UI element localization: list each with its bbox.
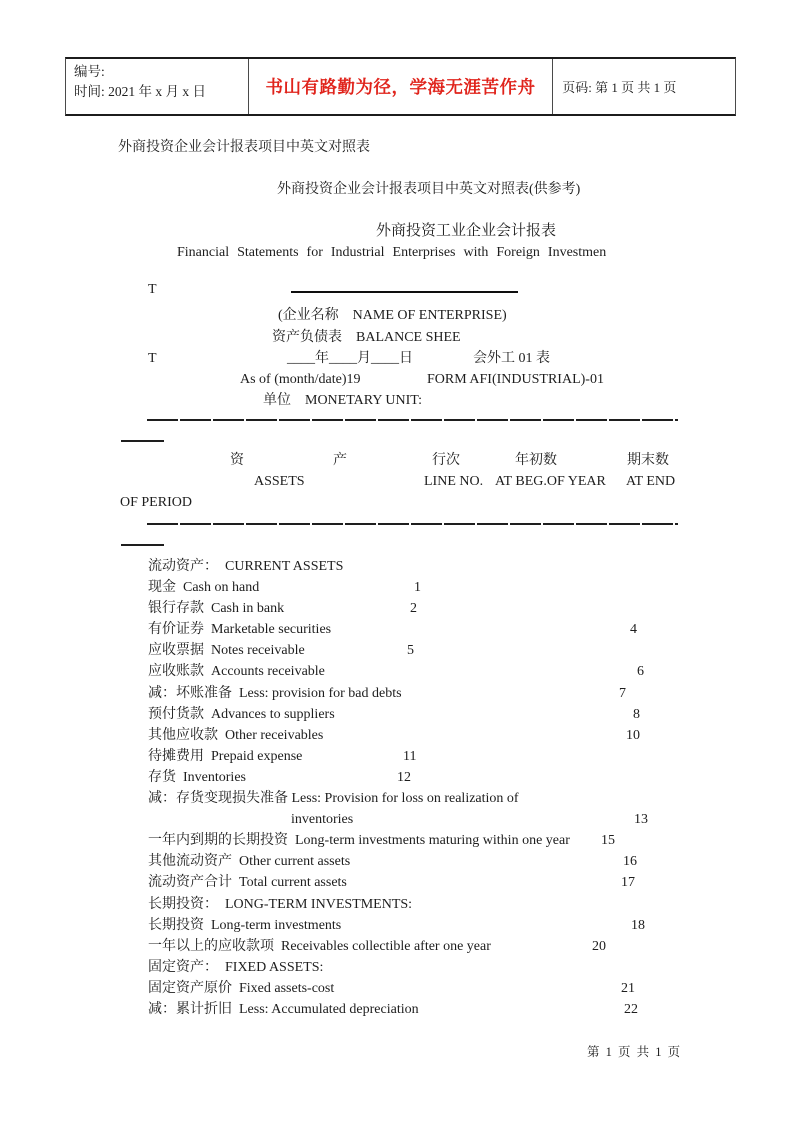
report-title-en: Financial Statements for Industrial Enterprises with Foreign Investmen (177, 245, 607, 260)
asset-row-list (148, 556, 708, 1020)
divider-dashed-line (147, 419, 678, 421)
table-row (148, 957, 708, 978)
row-line-number: 18 (631, 917, 645, 933)
table-row (148, 598, 708, 619)
date-blank-line: ____年____月____日 (287, 351, 413, 366)
row-label: 存货 Inventories (148, 769, 246, 785)
row-line-number: 16 (623, 854, 637, 870)
table-row (148, 619, 708, 640)
table-row (148, 830, 708, 851)
table-row (148, 725, 708, 746)
as-of-date-label: As of (month/date)19 (240, 372, 361, 387)
row-label: 长期投资 Long-term investments (148, 917, 342, 933)
col-header-line-zh: 行次 (432, 453, 460, 468)
row-label: 减：坏账准备 Less: provision for bad debts (148, 685, 402, 701)
divider-dashed-line (147, 523, 678, 525)
row-line-number: 20 (592, 938, 606, 954)
page-number-label: 页码: 第 1 页 共 1 页 (562, 80, 677, 95)
row-label: 一年以上的应收款项 Receivables collectible after one year (148, 938, 491, 954)
row-line-number: 21 (621, 980, 635, 996)
header-middle-cell (248, 59, 553, 114)
document-subtitle: 外商投资企业会计报表项目中英文对照表(供参考) (277, 182, 581, 197)
row-label: 流动资产： CURRENT ASSETS (148, 559, 344, 574)
table-row (148, 683, 708, 704)
report-title-en-wrap: T (148, 282, 157, 297)
table-row (148, 746, 708, 767)
row-label: 减：存货变现损失准备 Less: Provision for loss on realization of (148, 791, 519, 807)
row-label: 流动资产合计 Total current assets (148, 875, 347, 891)
row-line-number: 10 (626, 727, 640, 743)
row-line-number: 1 (414, 580, 421, 596)
table-row (148, 788, 708, 809)
table-row (148, 894, 708, 915)
date-label: 时间: 2021 年 x 月 x 日 (74, 84, 207, 100)
motto-text: 书山有路勤为径，学海无涯苦作舟 (265, 77, 536, 97)
monetary-unit-label: 单位 MONETARY UNIT: (263, 393, 423, 408)
balance-sheet-title: 资产负债表 BALANCE SHEE (272, 330, 461, 345)
table-row (148, 556, 708, 577)
table-row (148, 978, 708, 999)
divider-dashed-line-wrap (121, 440, 164, 442)
form-number-en: FORM AFI(INDUSTRIAL)-01 (427, 372, 604, 387)
col-header-asset-zh-2: 产 (333, 453, 347, 468)
header-left-cell (66, 59, 248, 114)
row-line-number: 15 (601, 833, 615, 849)
header-right-cell (552, 59, 735, 114)
table-row (148, 640, 708, 661)
row-line-number: 13 (634, 812, 648, 828)
report-title-zh: 外商投资工业企业会计报表 (376, 223, 557, 239)
row-line-number: 17 (621, 875, 635, 891)
balance-sheet-title-wrap: T (148, 351, 157, 366)
row-label: 长期投资： LONG-TERM INVESTMENTS: (148, 896, 413, 912)
row-line-number: 6 (637, 664, 644, 680)
col-header-beginning-en: AT BEG.OF YEAR (495, 474, 606, 489)
row-line-number: 4 (630, 622, 637, 638)
row-line-number: 5 (407, 643, 414, 659)
enterprise-name-label: (企业名称 NAME OF ENTERPRISE) (278, 308, 507, 323)
table-row (148, 999, 708, 1020)
enterprise-name-blank-line (291, 291, 518, 293)
row-label: 银行存款 Cash in bank (148, 601, 285, 617)
col-header-end-en-wrap: OF PERIOD (120, 495, 192, 510)
row-label: 减：累计折旧 Less: Accumulated depreciation (148, 1001, 419, 1017)
form-number-zh: 会外工 01 表 (473, 351, 550, 366)
table-row (148, 704, 708, 725)
row-line-number: 12 (397, 769, 411, 785)
row-label: 固定资产原价 Fixed assets-cost (148, 980, 335, 996)
table-row (148, 851, 708, 872)
row-label: 固定资产： FIXED ASSETS: (148, 959, 324, 975)
row-label: 有价证券 Marketable securities (148, 622, 332, 638)
serial-label: 编号: (74, 64, 105, 79)
col-header-end-en: AT END (626, 474, 676, 489)
col-header-asset-zh-1: 资 (230, 453, 244, 468)
row-label: 一年内到期的长期投资 Long-term investments maturing within one year (148, 833, 570, 849)
row-label: 其他应收款 Other receivables (148, 727, 324, 743)
row-label: 现金 Cash on hand (148, 580, 260, 596)
row-label: 待摊费用 Prepaid expense (148, 748, 303, 764)
table-row (148, 872, 708, 893)
row-line-number: 8 (633, 706, 640, 722)
row-line-number: 7 (619, 685, 626, 701)
header-info-box (65, 57, 736, 116)
table-row (148, 577, 708, 598)
table-row (148, 661, 708, 682)
table-row (148, 767, 708, 788)
row-label: 应收票据 Notes receivable (148, 643, 305, 659)
document-title: 外商投资企业会计报表项目中英文对照表 (118, 140, 370, 155)
row-line-number: 2 (410, 601, 417, 617)
row-label: 预付货款 Advances to suppliers (148, 706, 335, 722)
row-line-number: 11 (403, 748, 417, 764)
col-header-end-zh: 期末数 (627, 453, 669, 468)
row-label: inventories (291, 812, 354, 828)
col-header-beginning-zh: 年初数 (515, 453, 557, 468)
row-label: 应收账款 Accounts receivable (148, 664, 325, 680)
table-row (148, 915, 708, 936)
footer-page-number: 第 1 页 共 1 页 (587, 1045, 682, 1059)
table-row (148, 936, 708, 957)
row-line-number: 22 (624, 1001, 638, 1017)
row-label: 其他流动资产 Other current assets (148, 854, 351, 870)
table-row (148, 809, 708, 830)
col-header-line-no-en: LINE NO. (424, 474, 484, 489)
divider-dashed-line-wrap (121, 544, 164, 546)
col-header-assets-en: ASSETS (254, 474, 305, 489)
